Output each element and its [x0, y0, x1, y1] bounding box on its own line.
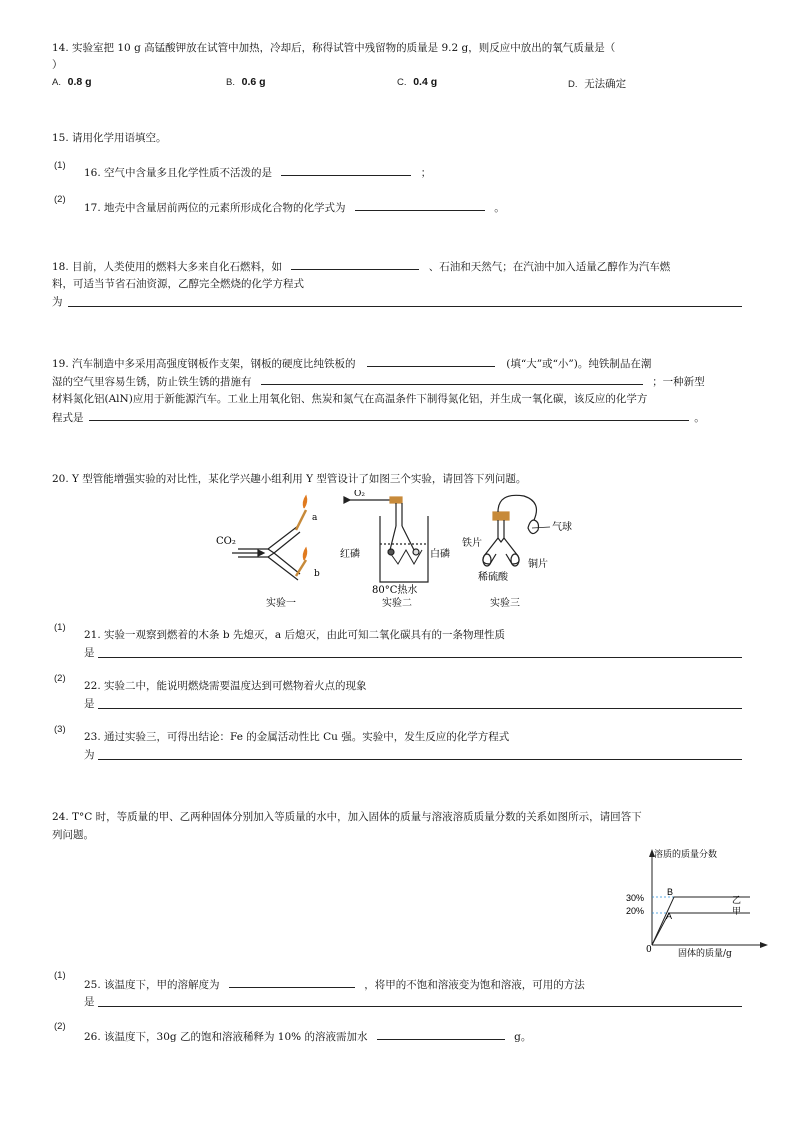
q20-sub2-cont: 是 — [84, 698, 95, 710]
q24-line2: 列问题。 — [52, 829, 94, 841]
chart-origin: 0 — [646, 945, 652, 955]
q24-sub2-tag: (2) — [54, 1021, 66, 1032]
q18-line1: 18. 目前，人类使用的燃料大多来自化石燃料，如 、石油和天然气；在汽油中加入适量乙醇作为汽车燃 — [52, 258, 670, 275]
chart-ylabel: 溶质的质量分数 — [654, 850, 718, 860]
exp2-red-phosphorus: 红磷 — [340, 549, 360, 560]
q20-sub3-tag: (3) — [54, 724, 66, 735]
exp1-co2-label: CO₂ — [216, 536, 236, 547]
q20-sub3-answer-line[interactable] — [98, 759, 742, 760]
q18-answer-line[interactable] — [68, 306, 742, 307]
q14-stem: 14. 实验室把 10 g 高锰酸钾放在试管中加热，冷却后，称得试管中残留物的质量是 9.2 g，则反应中放出的氧气质量是（ — [52, 42, 616, 54]
q19-line3: 材料氮化铝(AlN)应用于新能源汽车。工业上用氧化铝、焦炭和氮气在高温条件下制得氮化铝，并生成一氧化碳，该反应的化学方 — [52, 393, 648, 405]
q19-line2: 湿的空气里容易生锈，防止铁生锈的措施有 ；一种新型 — [52, 373, 705, 390]
exp2-caption: 实验二 — [382, 598, 412, 609]
q15-sub1 — [84, 164, 431, 181]
q18-line3: 为 — [52, 296, 63, 308]
q20-sub2-answer-line[interactable] — [98, 708, 742, 709]
chart-x-arrow — [760, 942, 768, 948]
q18-line2: 料，可适当节省石油资源，乙醇完全燃烧的化学方程式 — [52, 278, 304, 290]
q20-sub1-cont: 是 — [84, 647, 95, 659]
exp2-beaker — [344, 497, 428, 582]
q24-sub1-answer-line[interactable] — [98, 1006, 742, 1007]
chart-legend-yi: 乙 — [732, 896, 742, 906]
q15-sub2-tag: (2) — [54, 194, 66, 205]
q24-chart — [622, 845, 772, 960]
q20-experiment-figure — [210, 490, 590, 615]
q20-sub1-text: 21. 实验一观察到燃着的木条 b 先熄灭，a 后熄灭，由此可知二氧化碳具有的一条物理性质 — [84, 629, 506, 641]
q15-sub2 — [84, 199, 505, 216]
q18-blank-fuel[interactable] — [291, 258, 419, 270]
q19-blank-hardness[interactable] — [367, 355, 495, 367]
exp1-y-tube — [232, 496, 307, 580]
chart-xlabel: 固体的质量/g — [678, 949, 732, 959]
q14-stem-end: ） — [52, 59, 63, 71]
q14-option-a[interactable]: A. 0.8 g — [52, 76, 92, 88]
q19-line4: 程式是 。 — [52, 409, 705, 426]
q24-sub2-blank[interactable] — [377, 1028, 505, 1040]
exp3-balloon: 气球 — [552, 522, 572, 533]
q24-line1: 24. T°C 时，等质量的甲、乙两种固体分别加入等质量的水中，加入固体的质量与溶液溶质质量分数的关系如图所示，请回答下 — [52, 811, 642, 823]
q20-title: 20. Y 型管能增强实验的对比性，某化学兴趣小组利用 Y 型管设计了如图三个实验，请回答下列问题。 — [52, 473, 527, 485]
q24-sub1-blank[interactable] — [229, 976, 355, 988]
q19-blank-rust[interactable] — [261, 373, 643, 385]
exp3-caption: 实验三 — [490, 598, 520, 609]
q19-blank-equation[interactable] — [89, 409, 689, 421]
chart-point-b: B — [667, 887, 674, 897]
q15-sub1-end: ； — [420, 167, 432, 179]
q24-sub1-cont: 是 — [84, 996, 95, 1008]
exp2-hot-water: 80°C热水 — [372, 585, 418, 596]
q20-sub2-tag: (2) — [54, 673, 66, 684]
exp1-label-a: a — [312, 513, 318, 523]
q24-sub1-tag: (1) — [54, 970, 66, 981]
exp3-acid: 稀硫酸 — [478, 572, 508, 583]
q15-sub2-blank[interactable] — [355, 199, 485, 211]
q20-sub1-tag: (1) — [54, 622, 66, 633]
exp3-copper: 铜片 — [528, 559, 548, 570]
exp3-iron: 铁片 — [462, 538, 482, 549]
q15-sub1-blank[interactable] — [281, 164, 411, 176]
q15-sub2-text: 17. 地壳中含量居前两位的元素所形成化合物的化学式为 — [84, 202, 346, 214]
exp3-y-tube — [483, 495, 539, 566]
q19-line1: 19. 汽车制造中多采用高强度钢板作支架，钢板的硬度比纯铁板的 (填“大”或“小”)。纯铁制品在潮 — [52, 355, 651, 372]
q20-sub3-text: 23. 通过实验三，可得出结论：Fe 的金属活动性比 Cu 强。实验中，发生反应的化学方程式 — [84, 731, 510, 743]
chart-ytick-20: 20% — [626, 906, 645, 916]
q14-option-c[interactable]: C. 0.4 g — [397, 76, 438, 88]
exp2-o2-label: O₂ — [354, 490, 365, 499]
q20-sub3-cont: 为 — [84, 749, 95, 761]
exp1-caption: 实验一 — [266, 598, 296, 609]
q15-sub1-tag: (1) — [54, 160, 66, 171]
q15-title: 15. 请用化学用语填空。 — [52, 132, 167, 144]
q20-sub2-text: 22. 实验二中，能说明燃烧需要温度达到可燃物着火点的现象 — [84, 680, 367, 692]
q20-sub1-answer-line[interactable] — [98, 657, 742, 658]
chart-point-a: A — [666, 911, 673, 921]
q15-sub2-end: 。 — [494, 202, 505, 214]
exp1-label-b: b — [314, 569, 320, 579]
exp2-white-phosphorus: 白磷 — [430, 549, 450, 560]
q14-option-b[interactable]: B. 0.6 g — [226, 76, 266, 88]
q15-sub1-text: 16. 空气中含量多且化学性质不活泼的是 — [84, 167, 273, 179]
q14-option-d[interactable]: D. 无法确定 — [568, 78, 627, 90]
chart-legend-jia: 甲 — [732, 907, 742, 917]
q24-sub2: 26. 该温度下，30g 乙的饱和溶液稀释为 10% 的溶液需加水 g。 — [84, 1028, 531, 1045]
chart-ytick-30: 30% — [626, 893, 645, 903]
q24-sub1: 25. 该温度下，甲的溶解度为 ，将甲的不饱和溶液变为饱和溶液，可用的方法 — [84, 976, 585, 993]
